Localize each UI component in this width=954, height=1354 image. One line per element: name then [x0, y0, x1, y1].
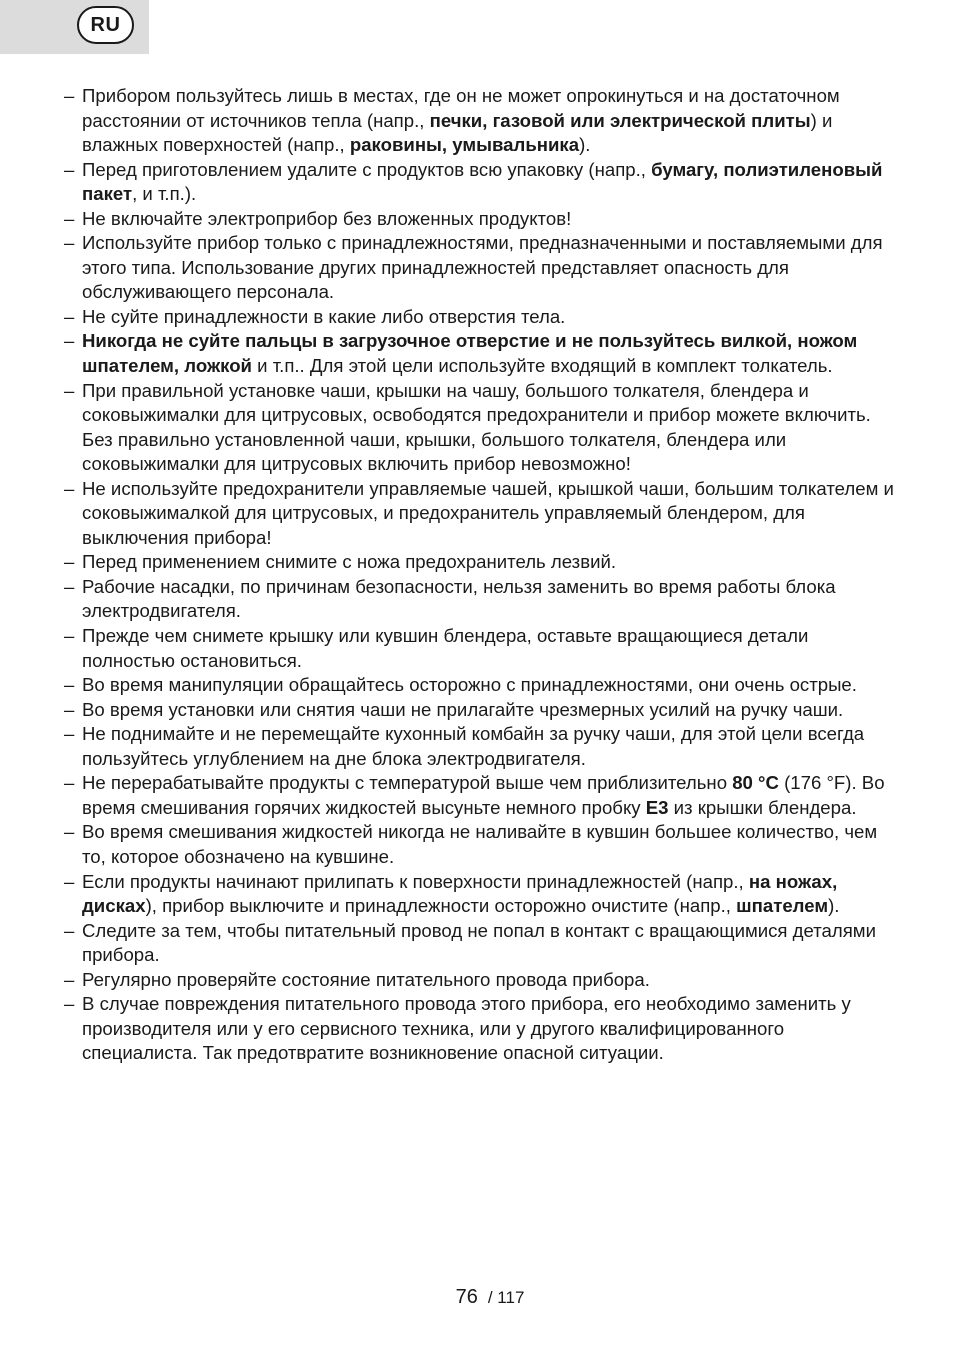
safety-instructions-list	[64, 84, 894, 1066]
list-dash: –	[64, 477, 75, 499]
text-segment: Прежде чем снимете крышку или кувшин блендера, оставьте вращающиеся детали полностью остановиться.	[82, 625, 809, 671]
text-segment: ) и влажных поверхностей (напр.,	[82, 109, 833, 156]
text-segment: ), прибор выключите и принадлежности осторожно очистите (напр.,	[145, 895, 737, 917]
text-segment: Не используйте предохранители управляемые чашей, крышкой чаши, большим толкателем и соковыжималкой для цитрусовых, и предохранитель управляемый блендером, для выключения прибора!	[82, 477, 894, 548]
list-item	[64, 379, 894, 477]
list-item-text	[82, 379, 894, 477]
list-item-text	[82, 575, 894, 624]
text-segment: Во время манипуляции обращайтесь осторожно с принадлежностями, они очень острые.	[82, 674, 857, 696]
list-dash: –	[64, 232, 75, 254]
list-item	[64, 722, 894, 771]
bold-segment: бумагу, полиэтиленовый пакет	[82, 158, 883, 205]
list-item	[64, 673, 894, 698]
list-dash: –	[64, 625, 75, 647]
list-dash: –	[64, 919, 75, 941]
list-item-text	[82, 771, 894, 820]
list-dash: –	[64, 305, 75, 327]
list-item	[64, 158, 894, 207]
text-segment: из крышки блендера.	[668, 796, 857, 818]
text-segment: Не суйте принадлежности в какие либо отверстия тела.	[82, 305, 566, 327]
text-segment: Во время смешивания жидкостей никогда не наливайте в кувшин большее количество, чем то, которое обозначено на кувшине.	[82, 821, 878, 867]
list-dash: –	[64, 330, 75, 352]
list-dash: –	[64, 379, 75, 401]
text-segment: Прибором пользуйтесь лишь в местах, где он не может опрокинуться и на достаточном расстоянии от источников тепла (напр.,	[82, 85, 840, 131]
list-dash: –	[64, 207, 75, 229]
list-item-text	[82, 158, 894, 207]
list-item-text	[82, 477, 894, 551]
text-segment: Во время установки или снятия чаши не прилагайте чрезмерных усилий на ручку чаши.	[82, 698, 844, 720]
list-item	[64, 575, 894, 624]
text-segment: (176 °F). Во время смешивания горячих жидкостей высуньте немного пробку	[82, 772, 885, 818]
bold-segment: раковины, умывальника	[349, 134, 580, 156]
bold-segment: E3	[645, 796, 669, 818]
list-item-text	[82, 207, 894, 232]
language-badge: RU	[77, 6, 134, 44]
list-item	[64, 231, 894, 305]
list-item	[64, 919, 894, 968]
list-dash: –	[64, 698, 75, 720]
text-segment: При правильной установке чаши, крышки на чашу, большого толкателя, блендера и соковыжималки для цитрусовых, освободятся предохранители и прибор можете включить. Без правильно установленной чаши, крышки, большого толкателя, блендера или соковыжималки для цитрусовых включить прибор невозможно!	[82, 379, 871, 475]
text-segment: Если продукты начинают прилипать к поверхности принадлежностей (напр.,	[82, 870, 749, 892]
list-item	[64, 550, 894, 575]
list-item	[64, 624, 894, 673]
list-item	[64, 968, 894, 993]
list-item	[64, 329, 894, 378]
page-total: / 117	[487, 1288, 525, 1307]
list-dash: –	[64, 674, 75, 696]
list-item	[64, 820, 894, 869]
text-segment: Перед применением снимите с ножа предохранитель лезвий.	[82, 551, 617, 573]
list-item	[64, 305, 894, 330]
bold-segment: 80 °C	[732, 772, 779, 794]
text-segment: Используйте прибор только с принадлежностями, предназначенными и поставляемыми для этого типа. Использование других принадлежностей представляет опасность для обслуживающего персонала.	[82, 232, 883, 303]
list-item	[64, 84, 894, 158]
list-item-text	[82, 231, 894, 305]
list-item-text	[82, 329, 894, 378]
list-item-text	[82, 84, 894, 158]
bold-segment: Никогда не суйте пальцы в загрузочное отверстие и не пользуйтесь вилкой, ножом шпателем, ложкой	[82, 330, 858, 377]
text-segment: Следите за тем, чтобы питательный провод не попал в контакт с вращающимися деталями прибора.	[82, 919, 876, 966]
list-dash: –	[64, 158, 75, 180]
list-item-text	[82, 992, 894, 1066]
list-dash: –	[64, 723, 75, 745]
list-item-text	[82, 820, 894, 869]
list-item-text	[82, 673, 894, 698]
list-item-text	[82, 624, 894, 673]
list-dash: –	[64, 870, 75, 892]
list-item	[64, 992, 894, 1066]
list-dash: –	[64, 821, 75, 843]
list-item	[64, 698, 894, 723]
list-dash: –	[64, 968, 75, 990]
list-dash: –	[64, 575, 75, 597]
text-segment: Регулярно проверяйте состояние питательного провода прибора.	[82, 968, 650, 990]
list-item-text	[82, 550, 894, 575]
page-current: 76	[455, 1286, 478, 1308]
list-item	[64, 207, 894, 232]
bold-segment: шпателем	[736, 895, 829, 917]
list-dash: –	[64, 993, 75, 1015]
list-dash: –	[64, 551, 75, 573]
list-item-text	[82, 870, 894, 919]
list-item-text	[82, 968, 894, 993]
text-segment: и т.п.. Для этой цели используйте входящий в комплект толкатель.	[251, 355, 833, 377]
list-item	[64, 870, 894, 919]
text-segment: Не включайте электроприбор без вложенных продуктов!	[82, 207, 572, 229]
list-dash: –	[64, 772, 75, 794]
list-dash: –	[64, 85, 75, 106]
text-segment: В случае повреждения питательного провода этого прибора, его необходимо заменить у производителя или у его сервисного техника, или у другого квалифицированного специалиста. Так предотвратите возникновение опасной ситуации.	[82, 993, 851, 1064]
text-segment: ).	[828, 895, 840, 917]
text-segment: Не перерабатывайте продукты с температурой выше чем приблизительно	[82, 772, 733, 794]
text-segment: ).	[579, 134, 591, 156]
text-segment: Не поднимайте и не перемещайте кухонный комбайн за ручку чаши, для этой цели всегда пользуйтесь углублением на дне блока электродвигателя.	[82, 723, 865, 769]
list-item	[64, 771, 894, 820]
list-item-text	[82, 698, 894, 723]
list-item	[64, 477, 894, 551]
bold-segment: печки, газовой или электрической плиты	[429, 109, 811, 131]
list-item-text	[82, 919, 894, 968]
text-segment: Рабочие насадки, по причинам безопасности, нельзя заменить во время работы блока электродвигателя.	[82, 575, 836, 622]
list-item-text	[82, 305, 894, 330]
page-number	[0, 1286, 954, 1309]
text-segment: Перед приготовлением удалите с продуктов всю упаковку (напр.,	[82, 158, 652, 180]
text-segment: , и т.п.).	[132, 183, 197, 205]
bold-segment: на ножах, дисках	[82, 870, 838, 917]
list-item-text	[82, 722, 894, 771]
language-tab	[0, 0, 149, 54]
